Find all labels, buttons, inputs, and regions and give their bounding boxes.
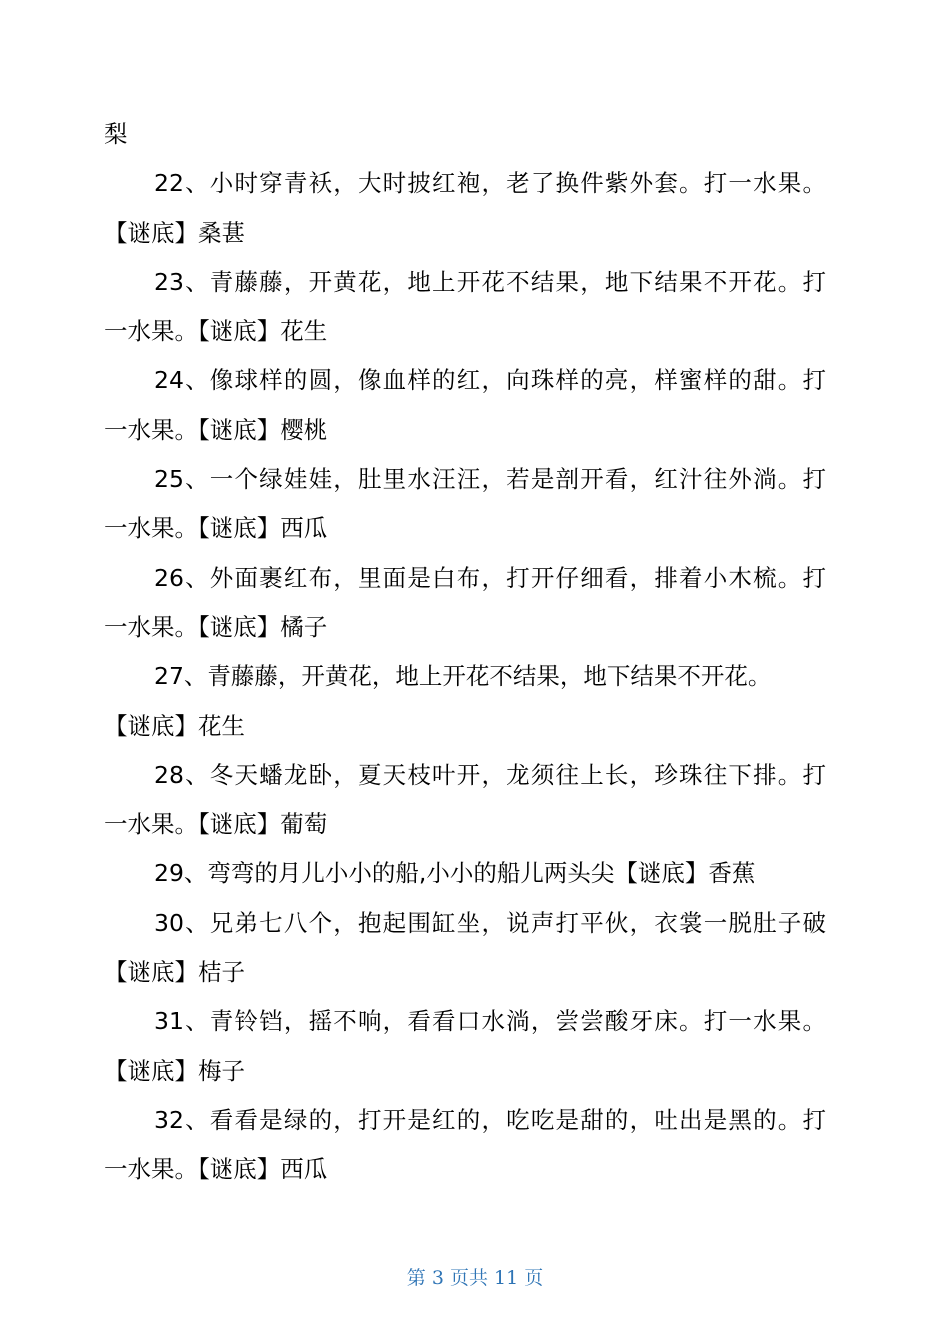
text-line: 梨 — [104, 120, 128, 148]
text-line: 一水果。【谜底】葡萄 — [104, 810, 328, 839]
text-line: 25、一个绿娃娃，肚里水汪汪，若是剖开看，红汁往外淌。打 — [154, 465, 826, 494]
text-line: 22、小时穿青袄，大时披红袍，老了换件紫外套。打一水果。 — [154, 169, 826, 198]
text-line: 【谜底】桑葚 — [104, 218, 245, 247]
text-line: 30、兄弟七八个，抱起围缸坐，说声打平伙，衣裳一脱肚子破 — [154, 908, 826, 937]
text-line: 一水果。【谜底】橘子 — [104, 612, 328, 641]
text-line: 一水果。【谜底】西瓜 — [104, 514, 328, 543]
text-line: 23、青藤藤，开黄花，地上开花不结果，地下结果不开花。打 — [154, 267, 826, 296]
text-line: 27、青藤藤，开黄花，地上开花不结果，地下结果不开花。 — [154, 662, 772, 691]
text-line: 32、看看是绿的，打开是红的，吃吃是甜的，吐出是黑的。打 — [154, 1105, 826, 1134]
page-footer: 第 3 页共 11 页 — [406, 1267, 544, 1289]
text-line: 一水果。【谜底】樱桃 — [104, 415, 328, 444]
text-line: 26、外面裹红布，里面是白布，打开仔细看，排着小木梳。打 — [154, 563, 826, 592]
text-line: 24、像球样的圆，像血样的红，向珠样的亮，样蜜样的甜。打 — [154, 366, 826, 395]
riddle-list — [104, 110, 826, 1195]
text-line: 【谜底】梅子 — [104, 1056, 245, 1085]
text-line: 28、冬天蟠龙卧，夏天枝叶开，龙须往上长，珍珠往下排。打 — [154, 760, 826, 789]
text-line: 29、弯弯的月儿小小的船,小小的船儿两头尖【谜底】香蕉 — [154, 859, 756, 888]
text-line: 【谜底】花生 — [104, 711, 245, 740]
text-line: 【谜底】桔子 — [104, 958, 245, 987]
text-line: 31、青铃铛，摇不响，看看口水淌，尝尝酸牙床。打一水果。 — [154, 1007, 826, 1036]
text-line: 一水果。【谜底】西瓜 — [104, 1155, 328, 1184]
text-line: 一水果。【谜底】花生 — [104, 317, 328, 346]
